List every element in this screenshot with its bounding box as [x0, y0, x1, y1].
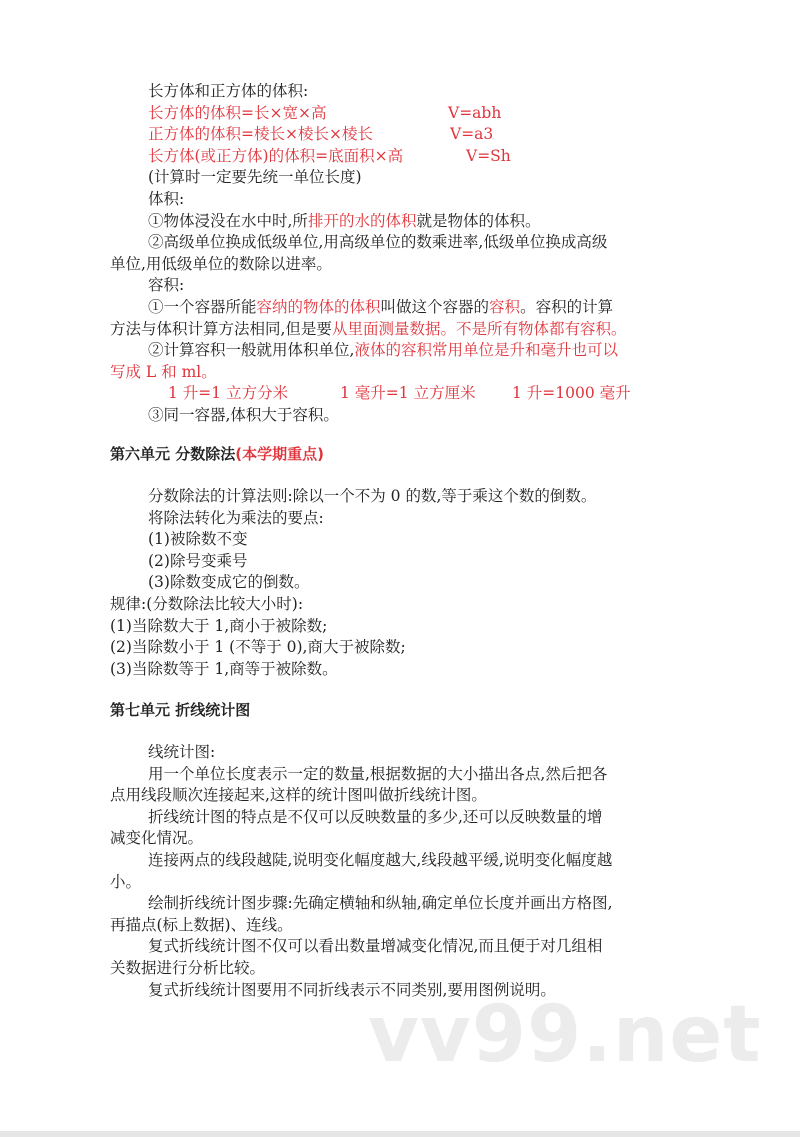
text-segment: 叫做这个容器的: [380, 297, 490, 316]
text-line: [110, 340, 710, 362]
section-4: [110, 742, 710, 1001]
text-segment: 长方体和正方体的体积:: [148, 82, 309, 100]
text-line: [110, 764, 710, 786]
section-1: [110, 444, 710, 466]
text-segment: 用一个单位长度表示一定的数量,根据数据的大小描出各点,然后把各: [148, 764, 608, 783]
text-segment: 线统计图:: [148, 743, 216, 761]
section-heading: [110, 444, 710, 466]
text-line: [110, 742, 710, 764]
text-line: [110, 980, 710, 1002]
section-3: [110, 700, 710, 722]
text-line: [110, 167, 710, 189]
text-segment: 方法与体积计算方法相同,但是要: [110, 319, 332, 338]
highlighted-text: 液体的容积常用单位是升和毫升也可以: [354, 341, 618, 360]
text-line: [110, 508, 710, 530]
text-segment: 减变化情况。: [110, 829, 204, 848]
text-segment: 小。: [110, 872, 142, 891]
text-line: [110, 124, 710, 146]
text-segment: 绘制折线统计图步骤:先确定横轴和纵轴,确定单位长度并画出方格图,: [148, 894, 613, 913]
highlighted-text: 正方体的体积=棱长×棱长×棱长: [148, 125, 373, 144]
text-line: [110, 958, 710, 980]
text-line: [110, 211, 710, 233]
text-line: [110, 81, 710, 103]
text-segment: 关数据进行分析比较。: [110, 958, 266, 977]
text-line: [110, 915, 710, 937]
text-line: [110, 146, 710, 168]
text-segment: 复式折线统计图要用不同折线表示不同类别,要用图例说明。: [148, 980, 556, 999]
text-segment: 第六单元 分数除法: [110, 445, 236, 463]
highlighted-text: V=Sh: [466, 146, 511, 165]
text-segment: ①一个容器所能: [148, 297, 257, 316]
text-segment: 复式折线统计图不仅可以看出数量增减变化情况,而且便于对几组相: [148, 937, 603, 956]
highlighted-text: (本学期重点): [235, 445, 324, 463]
highlighted-text: 1 升=1 立方分米: [168, 384, 289, 403]
highlighted-text: 1 毫升=1 立方厘米: [340, 384, 476, 403]
section-2: [110, 486, 710, 680]
text-segment: 就是物体的体积。: [416, 211, 541, 230]
text-line: [110, 828, 710, 850]
text-line: [110, 297, 710, 319]
text-segment: 将除法转化为乘法的要点:: [148, 508, 324, 527]
highlighted-text: 从里面测量数据。不是所有物体都有容积。: [331, 319, 627, 338]
text-segment: (1)被除数不变: [148, 530, 248, 549]
highlighted-text: 长方体(或正方体)的体积=底面积×高: [148, 146, 404, 165]
highlighted-text: 长方体的体积=长×宽×高: [148, 103, 327, 122]
text-line: [110, 807, 710, 829]
text-line: [110, 103, 710, 125]
text-segment: 体积:: [148, 189, 185, 208]
text-line: [110, 189, 710, 211]
text-line: [110, 594, 710, 616]
text-line: [110, 362, 710, 384]
text-line: [110, 659, 710, 681]
section-0: [110, 81, 710, 427]
text-segment: 第七单元 折线统计图: [110, 701, 251, 719]
text-segment: (1)当除数大于 1,商小于被除数;: [110, 616, 328, 635]
text-line: [110, 319, 710, 341]
text-segment: 折线统计图的特点是不仅可以反映数量的多少,还可以反映数量的增: [148, 807, 603, 826]
highlighted-text: 排开的水的体积: [307, 211, 417, 230]
text-line: [110, 232, 710, 254]
text-line: [110, 529, 710, 551]
highlighted-text: V=a3: [450, 125, 494, 144]
text-line: [110, 872, 710, 894]
text-line: [110, 637, 710, 659]
text-segment: (计算时一定要先统一单位长度): [148, 168, 362, 187]
section-heading: [110, 700, 710, 722]
text-segment: ③同一容器,体积大于容积。: [148, 405, 339, 424]
text-line: [110, 275, 710, 297]
text-line: [110, 383, 710, 405]
text-line: [110, 551, 710, 573]
text-line: [110, 850, 710, 872]
text-segment: 再描点(标上数据)、连线。: [110, 915, 293, 934]
text-segment: 容积:: [148, 276, 185, 295]
text-line: [110, 616, 710, 638]
text-line: [110, 254, 710, 276]
text-segment: 点用线段顺次连接起来,这样的统计图叫做折线统计图。: [110, 786, 487, 805]
watermark: vv99.net: [368, 990, 762, 1080]
text-line: [110, 572, 710, 594]
highlighted-text: 容纳的物体的体积: [256, 297, 381, 316]
text-segment: (2)除号变乘号: [148, 551, 248, 570]
text-segment: 分数除法的计算法则:除以一个不为 0 的数,等于乘这个数的倒数。: [148, 487, 597, 505]
text-segment: ②高级单位换成低级单位,用高级单位的数乘进率,低级单位换成高级: [148, 233, 608, 252]
text-line: [110, 936, 710, 958]
text-segment: 规律:(分数除法比较大小时):: [110, 594, 304, 613]
highlighted-text: 容积: [489, 297, 521, 316]
text-segment: ②计算容积一般就用体积单位,: [148, 341, 355, 360]
text-line: [110, 486, 710, 508]
highlighted-text: 写成 L 和 ml。: [110, 362, 217, 381]
highlighted-text: V=abh: [448, 103, 502, 122]
text-segment: ①物体浸没在水中时,所: [148, 211, 308, 230]
text-line: [110, 785, 710, 807]
text-segment: (3)除数变成它的倒数。: [148, 573, 310, 592]
text-line: [110, 405, 710, 427]
text-line: [110, 893, 710, 915]
text-segment: (3)当除数等于 1,商等于被除数。: [110, 659, 338, 678]
highlighted-text: 1 升=1000 毫升: [512, 384, 631, 403]
text-segment: 。容积的计算: [520, 297, 614, 316]
text-segment: 单位,用低级单位的数除以进率。: [110, 254, 332, 273]
text-segment: 连接两点的线段越陡,说明变化幅度越大,线段越平缓,说明变化幅度越: [148, 850, 613, 869]
text-segment: (2)当除数小于 1 (不等于 0),商大于被除数;: [110, 638, 406, 657]
